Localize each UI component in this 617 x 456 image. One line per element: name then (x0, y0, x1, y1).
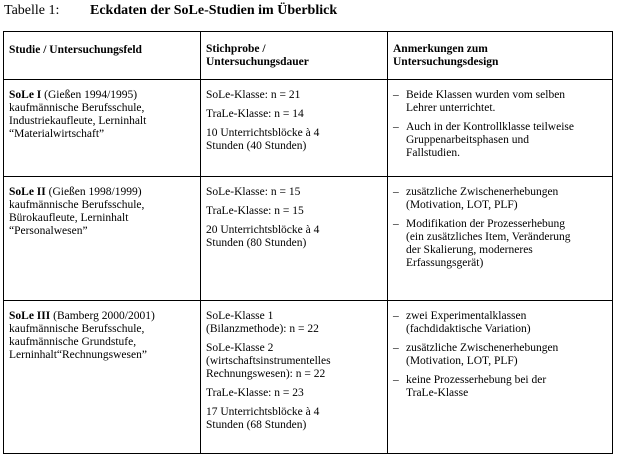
study-cell (4, 177, 201, 301)
field-line: kaufmännische Berufsschule, (9, 323, 145, 335)
note-item (393, 374, 608, 400)
table-row (4, 80, 613, 177)
sample-entry (206, 387, 383, 400)
dash-bullet-icon: – (393, 186, 399, 198)
note-line: Modifikation der Prozesserhebung (406, 218, 566, 230)
field-line: Industriekaufleute, Lerninhalt (9, 115, 147, 127)
study-name: SoLe II (9, 186, 46, 198)
header-study: Studie / Untersuchungsfeld (4, 32, 201, 80)
sample-line: SoLe-Klasse: n = 21 (206, 89, 301, 101)
field-line: kaufmännische Grundstufe, (9, 336, 137, 348)
table-row (4, 177, 613, 301)
sample-line: (wirtschaftsinstrumentelles (206, 355, 331, 367)
note-item (393, 342, 608, 368)
note-line: Gruppenarbeitsphasen und (406, 134, 529, 146)
note-item (393, 186, 608, 212)
table-row (4, 301, 613, 454)
note-line: Fallstudien. (406, 147, 460, 159)
sample-entry (206, 108, 383, 121)
sample-cell (201, 301, 388, 454)
notes-list (388, 301, 612, 400)
dash-bullet-icon: – (393, 374, 399, 386)
study-name: SoLe I (9, 89, 42, 101)
sample-cell (201, 80, 388, 177)
dash-bullet-icon: – (393, 310, 399, 322)
note-line: Beide Klassen wurden vom selben (406, 89, 566, 101)
field-line: “Personalwesen” (9, 225, 88, 237)
header-sample (201, 32, 388, 80)
study-location: (Bamberg 2000/2001) (50, 310, 155, 322)
caption-label: Tabelle 1: (4, 3, 60, 18)
dash-bullet-icon: – (393, 218, 399, 230)
dash-bullet-icon: – (393, 121, 399, 133)
notes-cell (388, 80, 613, 177)
field-line: “Materialwirtschaft” (9, 128, 105, 140)
dash-bullet-icon: – (393, 342, 399, 354)
study-title (9, 89, 196, 102)
sample-line: SoLe-Klasse 2 (206, 342, 274, 354)
note-item (393, 89, 608, 115)
studies-table (3, 31, 613, 454)
field-line: kaufmännische Berufsschule, (9, 199, 145, 211)
sample-line: Rechnungswesen): n = 22 (206, 368, 326, 380)
sample-line: 17 Unterrichtsblöcke à 4 (206, 406, 320, 418)
sample-entry (206, 342, 383, 381)
sample-line: Stunden (80 Stunden) (206, 237, 307, 249)
notes-cell (388, 177, 613, 301)
header-notes (388, 32, 613, 80)
sample-entry (206, 310, 383, 336)
sample-entry (206, 224, 383, 250)
sample-line: TraLe-Klasse: n = 14 (206, 108, 304, 120)
sample-line: TraLe-Klasse: n = 15 (206, 205, 304, 217)
sample-entry (206, 127, 383, 153)
note-line: (fachdidaktische Variation) (406, 323, 531, 335)
study-cell (4, 80, 201, 177)
sample-entry (206, 186, 383, 199)
dash-bullet-icon: – (393, 89, 399, 101)
note-line: TraLe-Klasse (406, 387, 469, 399)
note-item (393, 121, 608, 160)
study-name: SoLe III (9, 310, 51, 322)
note-line: (Motivation, LOT, PLF) (406, 355, 518, 367)
sample-entry (206, 89, 383, 102)
sample-line: SoLe-Klasse 1 (206, 310, 274, 322)
header-notes-line: Untersuchungsdesign (393, 56, 499, 68)
caption-title: Eckdaten der SoLe-Studien im Überblick (90, 3, 338, 18)
sample-line: SoLe-Klasse: n = 15 (206, 186, 301, 198)
field-line: kaufmännische Berufsschule, (9, 102, 145, 114)
sample-entry (206, 406, 383, 432)
field-line: Lerninhalt“Rechnungswesen” (9, 349, 147, 361)
field-line: Bürokaufleute, Lerninhalt (9, 212, 129, 224)
table-caption (4, 3, 337, 19)
note-line: zwei Experimentalklassen (406, 310, 527, 322)
study-title (9, 310, 196, 323)
note-line: der Skalierung, moderneres (406, 244, 533, 256)
table-header-row (4, 32, 613, 80)
note-line: keine Prozesserhebung bei der (406, 374, 547, 386)
note-line: Auch in der Kontrollklasse teilweise (406, 121, 574, 133)
header-sample-line: Untersuchungsdauer (206, 56, 309, 68)
sample-line: Stunden (68 Stunden) (206, 419, 307, 431)
note-line: Erfassungsgerät) (406, 257, 484, 269)
note-line: (Motivation, LOT, PLF) (406, 199, 518, 211)
notes-list (388, 80, 612, 160)
sample-line: Stunden (40 Stunden) (206, 140, 307, 152)
study-location: (Gießen 1998/1999) (45, 186, 142, 198)
note-line: zusätzliche Zwischenerhebungen (406, 186, 559, 198)
sample-line: (Bilanzmethode): n = 22 (206, 323, 319, 335)
study-location: (Gießen 1994/1995) (41, 89, 138, 101)
sample-line: TraLe-Klasse: n = 23 (206, 387, 304, 399)
notes-list (388, 177, 612, 270)
study-cell (4, 301, 201, 454)
notes-cell (388, 301, 613, 454)
note-line: zusätzliche Zwischenerhebungen (406, 342, 559, 354)
sample-cell (201, 177, 388, 301)
note-line: Lehrer unterrichtet. (406, 102, 496, 114)
study-title (9, 186, 196, 199)
note-item (393, 218, 608, 270)
note-item (393, 310, 608, 336)
note-line: (ein zusätzliches Item, Veränderung (406, 231, 571, 243)
header-notes-line: Anmerkungen zum (393, 43, 488, 55)
header-sample-line: Stichprobe / (206, 43, 266, 55)
sample-line: 20 Unterrichtsblöcke à 4 (206, 224, 320, 236)
sample-line: 10 Unterrichtsblöcke à 4 (206, 127, 320, 139)
sample-entry (206, 205, 383, 218)
